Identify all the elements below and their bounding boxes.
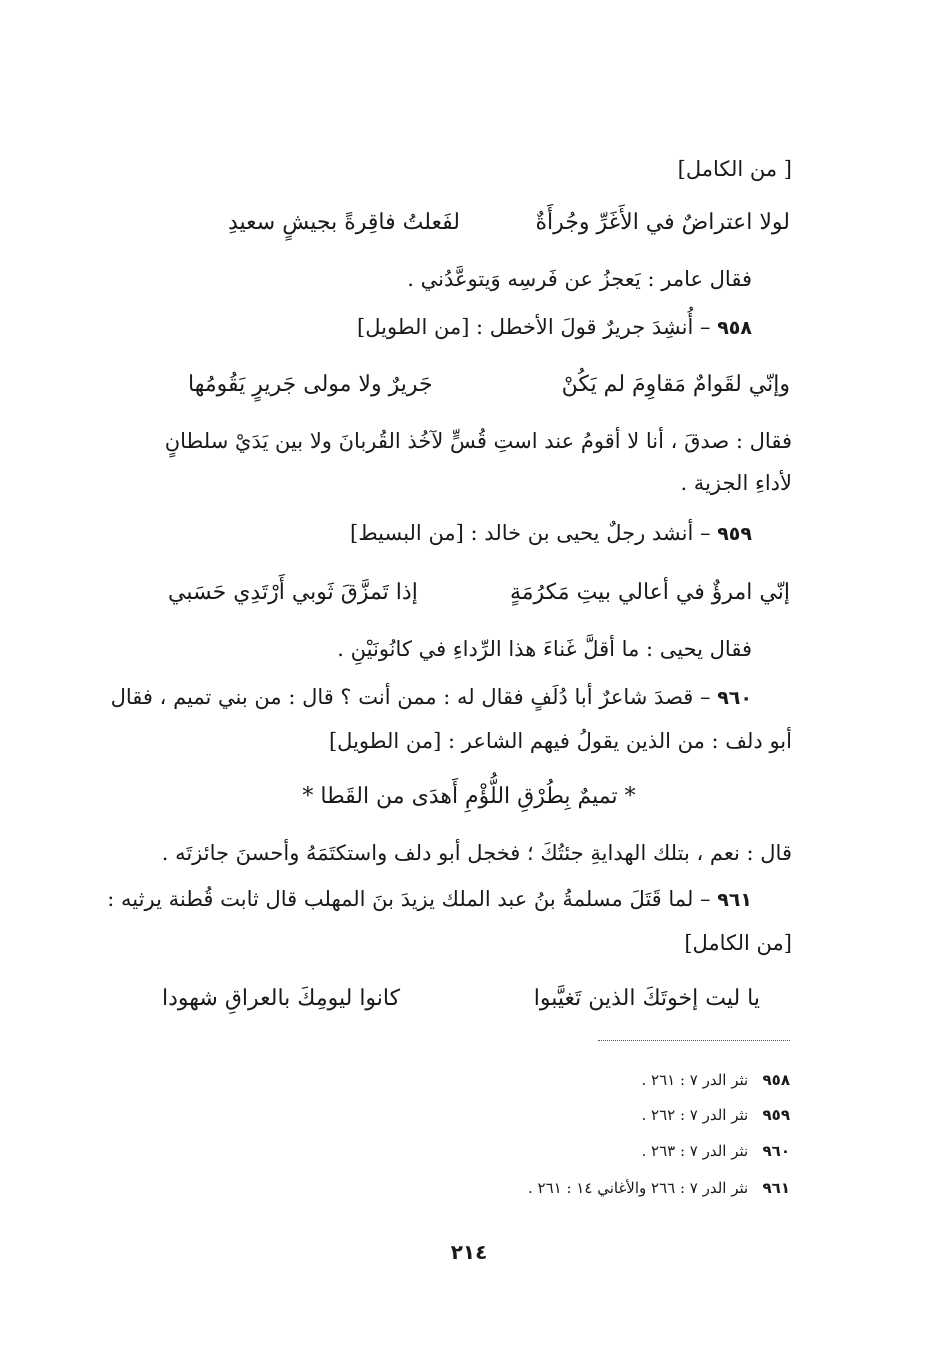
footnote <box>641 1139 790 1163</box>
entry-text: – قصدَ شاعرٌ أبا دُلَفٍ فقال له : ممن أنت ؟ قال : من بني تميم ، فقال <box>110 685 711 709</box>
verse-hemistich-first: يا ليت إخوتَكَ الذين تَغيَّبوا <box>533 986 760 1011</box>
prose-line: أبو دلف : من الذين يقولُ فيهم الشاعر : [من الطويل] <box>328 729 792 753</box>
footnote-number: ٩٥٨ <box>762 1071 790 1089</box>
entry-text: – أنشد رجلٌ يحيى بن خالد : [من البسيط] <box>350 521 711 545</box>
verse-line: * تميمٌ بِطُرْقِ اللُّؤْمِ أَهدَى من القَطا * <box>302 784 636 809</box>
footnote-text: نثر الدر ٧ : ٢٦٦ والأغاني ١٤ : ٢٦١ . <box>527 1179 749 1197</box>
footnote <box>641 1068 790 1092</box>
footnote-divider <box>598 1040 790 1041</box>
prose-line: فقال عامر : يَعجزُ عن فَرسِه وَيتوعَّدُني . <box>407 267 752 291</box>
footnote-number: ٩٦٠ <box>762 1142 790 1160</box>
entry-number: ٩٦١ <box>717 889 752 911</box>
meter-label: [ من الكامل] <box>677 157 792 181</box>
verse-hemistich-first: لولا اعتراضٌ في الأَغَرِّ وجُرأَةٌ <box>535 210 790 235</box>
verse-hemistich-second: جَريرٌ ولا مولى جَريرٍ يَقُومُها <box>188 372 433 397</box>
entry-text: – لما قَتَلَ مسلمةُ بنُ عبد الملك يزيدَ بنَ المهلب قال ثابت قُطنة يرثيه : <box>107 887 711 911</box>
verse-hemistich-second: إذا تَمزَّقَ ثَوبي أَرْتَدِي حَسَبي <box>168 580 418 605</box>
entry-number: ٩٦٠ <box>717 687 752 709</box>
prose-line: لأداءِ الجزية . <box>680 471 792 495</box>
prose-line: فقال يحيى : ما أقلَّ غَناءَ هذا الرِّداءِ في كانُونَيْنِ . <box>337 637 752 661</box>
entry-number: ٩٥٨ <box>717 317 752 339</box>
prose-line: قال : نعم ، بتلك الهدايةِ جئتُكَ ؛ فخجل أبو دلف واستكتَمَهُ وأحسنَ جائزتَه . <box>161 841 792 865</box>
page-number: ٢١٤ <box>450 1240 488 1264</box>
verse-hemistich-second: كانوا ليومِكَ بالعراقِ شهودا <box>162 986 401 1011</box>
verse-hemistich-first: إنّي امرؤٌ في أعالي بيتِ مَكرُمَةٍ <box>509 580 790 605</box>
footnote-text: نثر الدر ٧ : ٢٦١ . <box>641 1071 749 1089</box>
footnote <box>641 1103 790 1127</box>
entry-text: – أُنشِدَ جريرٌ قولَ الأخطل : [من الطويل] <box>357 315 711 339</box>
prose-line: فقال : صدقَ ، أنا لا أقومُ عند استِ قُسٍّ لآخُذ القُربانَ ولا بين يَدَيْ سلطانٍ <box>164 429 792 453</box>
entry-number: ٩٥٩ <box>717 523 752 545</box>
footnote-number: ٩٦١ <box>762 1179 790 1197</box>
verse-hemistich-first: وإنّي لقَوامٌ مَقاوِمَ لم يَكُنْ <box>561 372 790 397</box>
entry-961 <box>107 882 752 917</box>
entry-960 <box>111 680 752 715</box>
verse-hemistich-second: لفَعلتُ فاقِرةً بجيشٍ سعيدِ <box>228 210 460 235</box>
entry-959 <box>350 516 752 551</box>
footnote-number: ٩٥٩ <box>762 1106 790 1124</box>
footnote-text: نثر الدر ٧ : ٢٦٣ . <box>641 1142 749 1160</box>
entry-958 <box>357 310 752 345</box>
meter-label: [من الكامل] <box>684 931 792 955</box>
footnote <box>528 1176 790 1200</box>
footnote-text: نثر الدر ٧ : ٢٦٢ . <box>641 1106 749 1124</box>
